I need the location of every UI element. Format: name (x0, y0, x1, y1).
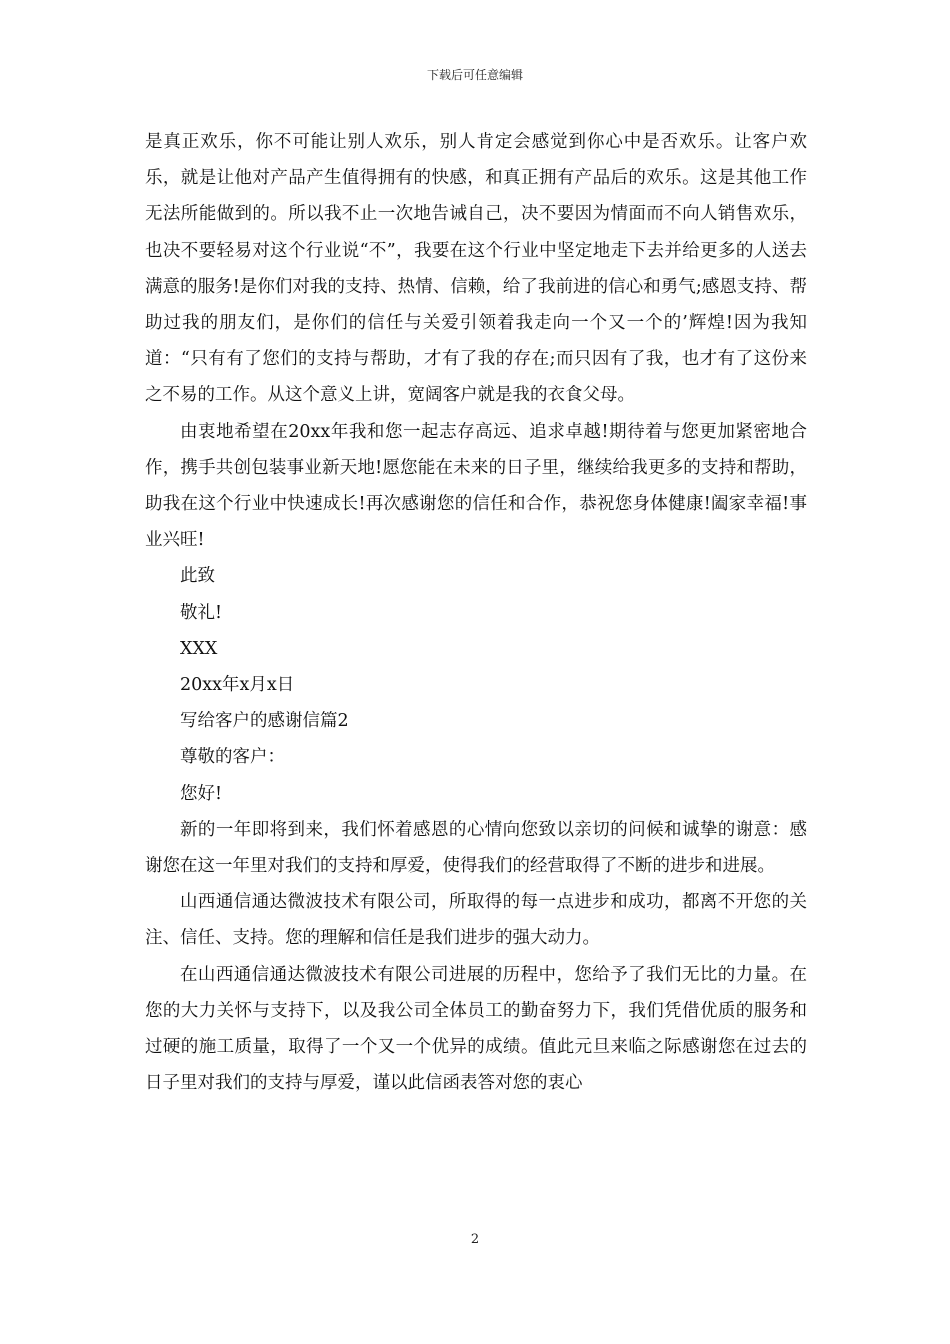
closing-respect: 敬礼! (180, 602, 223, 623)
letter-title: 写给客户的感谢信篇2 (180, 711, 349, 732)
paragraph-new-year: 新的一年即将到来，我们怀着感恩的心情向您致以亲切的问候和诚挚的谢意：感谢您在这一年里对我们的支持和厚爱，使得我们的经营取得了不断的进步和进展。 (145, 819, 807, 877)
closing-salutation: 此致 (180, 566, 215, 587)
letter-hello: 您好! (180, 783, 223, 804)
paragraph-company-progress: 山西通信通达微波技术有限公司，所取得的每一点进步和成功，都离不开您的关注、信任、支持。您的理解和信任是我们进步的强大动力。 (145, 892, 807, 949)
page-number: 2 (470, 1232, 480, 1247)
paragraph-wishes: 由衷地希望在20xx年我和您一起志存高远、追求卓越!期待着与您更加紧密地合作，携手共创包装事业新天地!愿您能在未来的日子里，继续给我更多的支持和帮助，助我在这个行业中快速成长!再次感谢您的信任和合作，恭祝您身体健康!阖家幸福!事业兴旺! (145, 421, 807, 551)
paragraph-company-history: 在山西通信通达微波技术有限公司进展的历程中，您给予了我们无比的力量。在您的大力关怀与支持下，以及我公司全体员工的勤奋努力下，我们凭借优质的服务和过硬的施工质量，取得了一个又一个优异的成绩。值此元旦来临之际感谢您在过去的日子里对我们的支持与厚爱，谨以此信函表答对您的衷心 (145, 964, 807, 1094)
signature-date: 20xx年x月x日 (180, 675, 295, 696)
document-body (145, 124, 807, 1101)
page-header-note: 下载后可任意编辑 (426, 68, 523, 82)
letter-greeting: 尊敬的客户： (180, 747, 285, 768)
paragraph-continuation: 是真正欢乐，你不可能让别人欢乐，别人肯定会感觉到你心中是否欢乐。让客户欢乐，就是让他对产品产生值得拥有的快感，和真正拥有产品后的欢乐。这是其他工作无法所能做到的。所以我不止一次地告诫自己，决不要因为情面而不向人销售欢乐，也决不要轻易对这个行业说“不”，我要在这个行业中坚定地走下去并给更多的人送去满意的服务!是你们对我的支持、热情、信赖，给了我前进的信心和勇气;感恩支持、帮助过我的朋友们，是你们的信任与关爱引领着我走向一个又一个的’辉煌!因为我知道：“只有有了您们的支持与帮助，才有了我的存在;而只因有了我，也才有了这份来之不易的工作。从这个意义上讲，宽阔客户就是我的衣食父母。 (145, 132, 807, 406)
signature-name: XXX (180, 638, 218, 659)
